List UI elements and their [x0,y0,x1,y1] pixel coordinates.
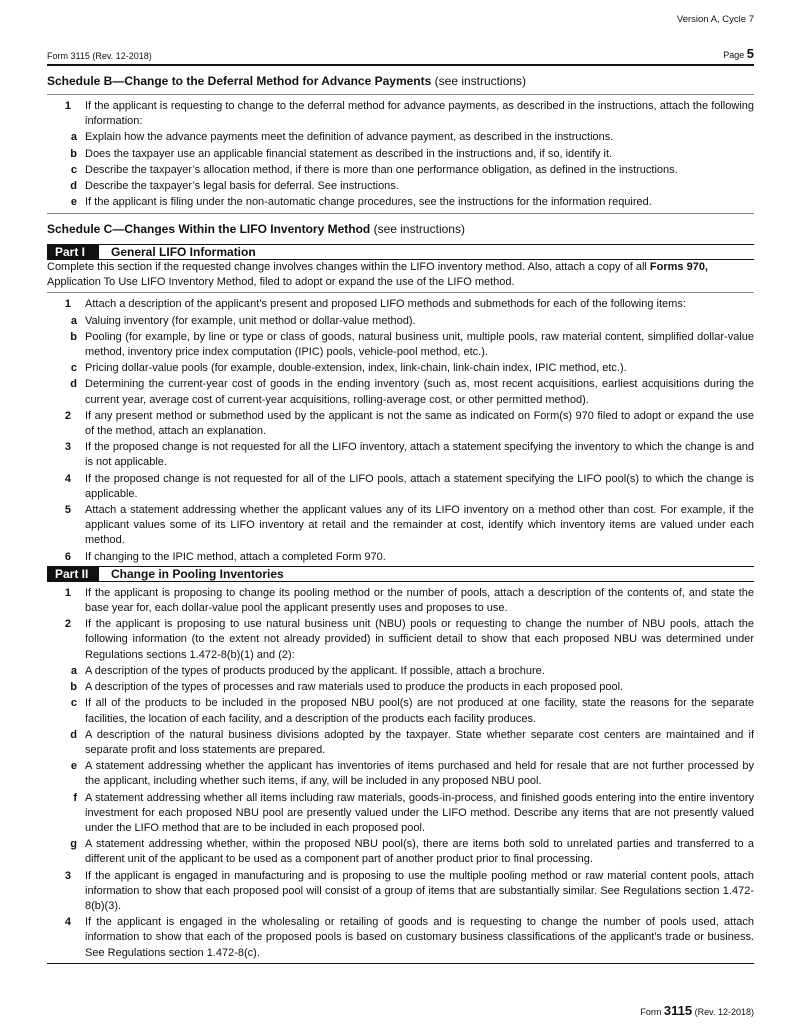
list-item [47,696,754,726]
item-number: d [70,378,77,391]
item-text: If the applicant is requesting to change to the deferral method for advance payments, as described in the instructions, attach the following information: [85,100,754,128]
list-item [47,472,754,502]
item-text: Describe the taxpayer’s legal basis for deferral. See instructions. [85,180,399,193]
item-text: If the applicant is engaged in manufacturing and is proposing to use the multiple pooling method or raw material content pools, attach information to show that each proposed pool will consist of a group of items that are substantially similar. See Regulations section 1.472-8(b)(3). [85,869,754,912]
item-number: 1 [64,100,71,112]
item-text: If the proposed change is not requested for all of the LIFO pools, attach a statement specifying the LIFO pool(s) to which the change is applicable. [85,472,754,500]
item-number: b [70,147,77,160]
version-label: Version A, Cycle 7 [676,14,754,25]
list-item [47,99,754,129]
list-item [47,409,754,439]
list-item [47,377,754,407]
item-text: If changing to the IPIC method, attach a completed Form 970. [85,550,386,563]
item-number: 2 [64,618,71,631]
list-item [47,664,754,679]
list-item [47,503,754,549]
list-item [47,680,754,695]
item-text: Describe the taxpayer’s allocation method, if there is more than one performance obligation, as defined in the instructions. [85,163,678,176]
item-text: A description of the types of products produced by the applicant. If possible, attach a brochure. [85,664,545,677]
item-number: e [70,196,77,209]
list-item [47,163,754,178]
item-text: If all of the products to be included in the proposed NBU pool(s) are not produced at one facility, state the reasons for the separate facilities, the location of each facility, and a description of the products each facility produces. [85,697,754,725]
list-item [47,869,754,915]
list-item [47,361,754,376]
item-number: d [70,180,77,193]
page-header [47,46,754,66]
list-item [47,147,754,162]
item-number: 4 [64,916,71,929]
item-number: 3 [64,869,71,882]
list-item [47,195,754,210]
item-number: d [70,728,77,741]
item-number: 3 [64,441,71,454]
part-2-items [47,582,754,964]
item-text: Pricing dollar-value pools (for example, double-extension, index, link-chain, link-chain index, IPIC method, etc.). [85,362,627,375]
item-text: If the applicant is proposing to use natural business unit (NBU) pools or requesting to change the number of NBU pools, attach the following information (to the extent not already provided) in sufficient detail to show that each proposed NBU was determined under Regulations sections 1.472-8(b)(1) and (2): [85,618,754,661]
part-2-header [47,566,754,582]
item-text: If the proposed change is not requested for all the LIFO inventory, attach a statement specifying the inventory to which the change is and is not applicable. [85,441,754,469]
item-number: a [70,131,77,144]
item-text: Does the taxpayer use an applicable financial statement as described in the instructions and, if so, identify it. [85,147,613,160]
item-number: 5 [64,504,71,517]
part-1-intro: Complete this section if the requested change involves changes within the LIFO inventory method. Also, attach a copy of all Forms 970, Application To Use LIFO Inventory Method, filed to adopt or expand the use of the LIFO method. [47,260,754,293]
schedule-b-items [47,95,754,214]
list-item [47,586,754,616]
list-item [47,837,754,867]
schedule-c-heading: Schedule C—Changes Within the LIFO Inventory Method (see instructions) [47,222,465,237]
item-number: 2 [64,409,71,422]
item-number: 6 [64,550,71,563]
item-number: a [70,314,77,327]
page-footer: Form 3115 (Rev. 12-2018) [640,1003,754,1018]
list-item [47,759,754,789]
item-number: c [70,163,77,176]
item-text: Determining the current-year cost of goods in the ending inventory (such as, most recent acquisitions, earliest acquisitions during the current year, average cost of current-year acquisitions, rolling-average cost, or other permitted method). [85,378,754,406]
form-id: Form 3115 (Rev. 12-2018) [47,51,152,61]
list-item [47,179,754,194]
item-text: A description of the types of processes and raw materials used to produce the products in each proposed pool. [85,681,624,694]
item-text: If the applicant is filing under the non-automatic change procedures, see the instructions for the information required. [85,196,652,209]
list-item [47,297,754,312]
list-item [47,130,754,145]
part-2-title: Change in Pooling Inventories [111,566,284,581]
item-number: 1 [64,586,71,599]
item-text: A statement addressing whether all items including raw materials, goods-in-process, and finished goods entering into the entire inventory investment for each proposed NBU pool are presently valued under the LIFO method. Describe any items that are not presently valued under the LIFO method that are to be included in each proposed pool. [85,791,754,834]
list-item [47,330,754,360]
item-number: c [70,362,77,375]
item-text: A description of the natural business divisions adopted by the taxpayer. State whether separate cost centers are maintained and if separate profit and loss statements are prepared. [85,728,754,756]
list-item [47,314,754,329]
item-number: a [70,664,77,677]
list-item [47,791,754,837]
part-1-title: General LIFO Information [111,245,256,260]
list-item [47,440,754,470]
item-number: 1 [64,298,71,311]
part-1-items [47,293,754,564]
list-item [47,915,754,961]
item-text: If the applicant is engaged in the wholesaling or retailing of goods and is requesting to change the number of pools used, attach information to show that each of the proposed pools is based on customary business classifications of the applicant’s trade or business. See Regulations section 1.472-8(c). [85,916,754,959]
list-item [47,550,754,565]
item-text: Valuing inventory (for example, unit method or dollar-value method). [85,314,416,327]
item-number: g [70,838,77,851]
form-page [47,46,754,964]
item-text: Explain how the advance payments meet the definition of advance payment, as described in the instructions. [85,131,614,144]
item-text: Pooling (for example, by line or type or class of goods, natural business unit, multiple pools, raw material content, simplified dollar-value method, inventory price index computation (IPIC) pools, vehicle-pool method, etc.). [85,330,754,359]
item-text: Attach a statement addressing whether the applicant values any of its LIFO inventory on a method other than cost. For example, if the applicant values some of its LIFO inventory at retail and the remainder at cost, identify which inventory items are valued under each method. [85,504,754,547]
part-1-tag: Part I [47,245,99,259]
item-text: A statement addressing whether the applicant has inventories of items purchased and held for resale that are not further processed by the applicant, including whether such items, if any, will be included in any proposed NBU pool. [85,760,754,788]
item-number: b [70,681,77,694]
item-number: e [70,760,77,773]
item-number: 4 [64,472,71,485]
item-number: f [73,791,77,804]
item-number: c [70,697,77,710]
list-item [47,728,754,758]
schedule-b-heading: Schedule B—Change to the Deferral Method for Advance Payments (see instructions) [47,66,754,95]
item-text: A statement addressing whether, within the proposed NBU pool(s), there are items both sold to unrelated parties and transferred to a different unit of the applicant to be used as a component part of another product prior to final processing. [85,838,754,866]
page-number: Page 5 [723,46,754,61]
part-1-header [47,244,754,260]
item-number: b [70,330,77,343]
item-text: If the applicant is proposing to change its pooling method or the number of pools, attach a description of the contents of, and state the base year for, each dollar-value pool the applicant presently uses and proposes to use. [85,586,754,615]
list-item [47,617,754,663]
part-2-tag: Part II [47,567,99,581]
item-text: If any present method or submethod used by the applicant is not the same as indicated on Form(s) 970 filed to adopt or expand the use of the method, attach an explanation. [85,409,754,438]
item-text: Attach a description of the applicant’s present and proposed LIFO methods and submethods for each of the following items: [85,298,686,311]
